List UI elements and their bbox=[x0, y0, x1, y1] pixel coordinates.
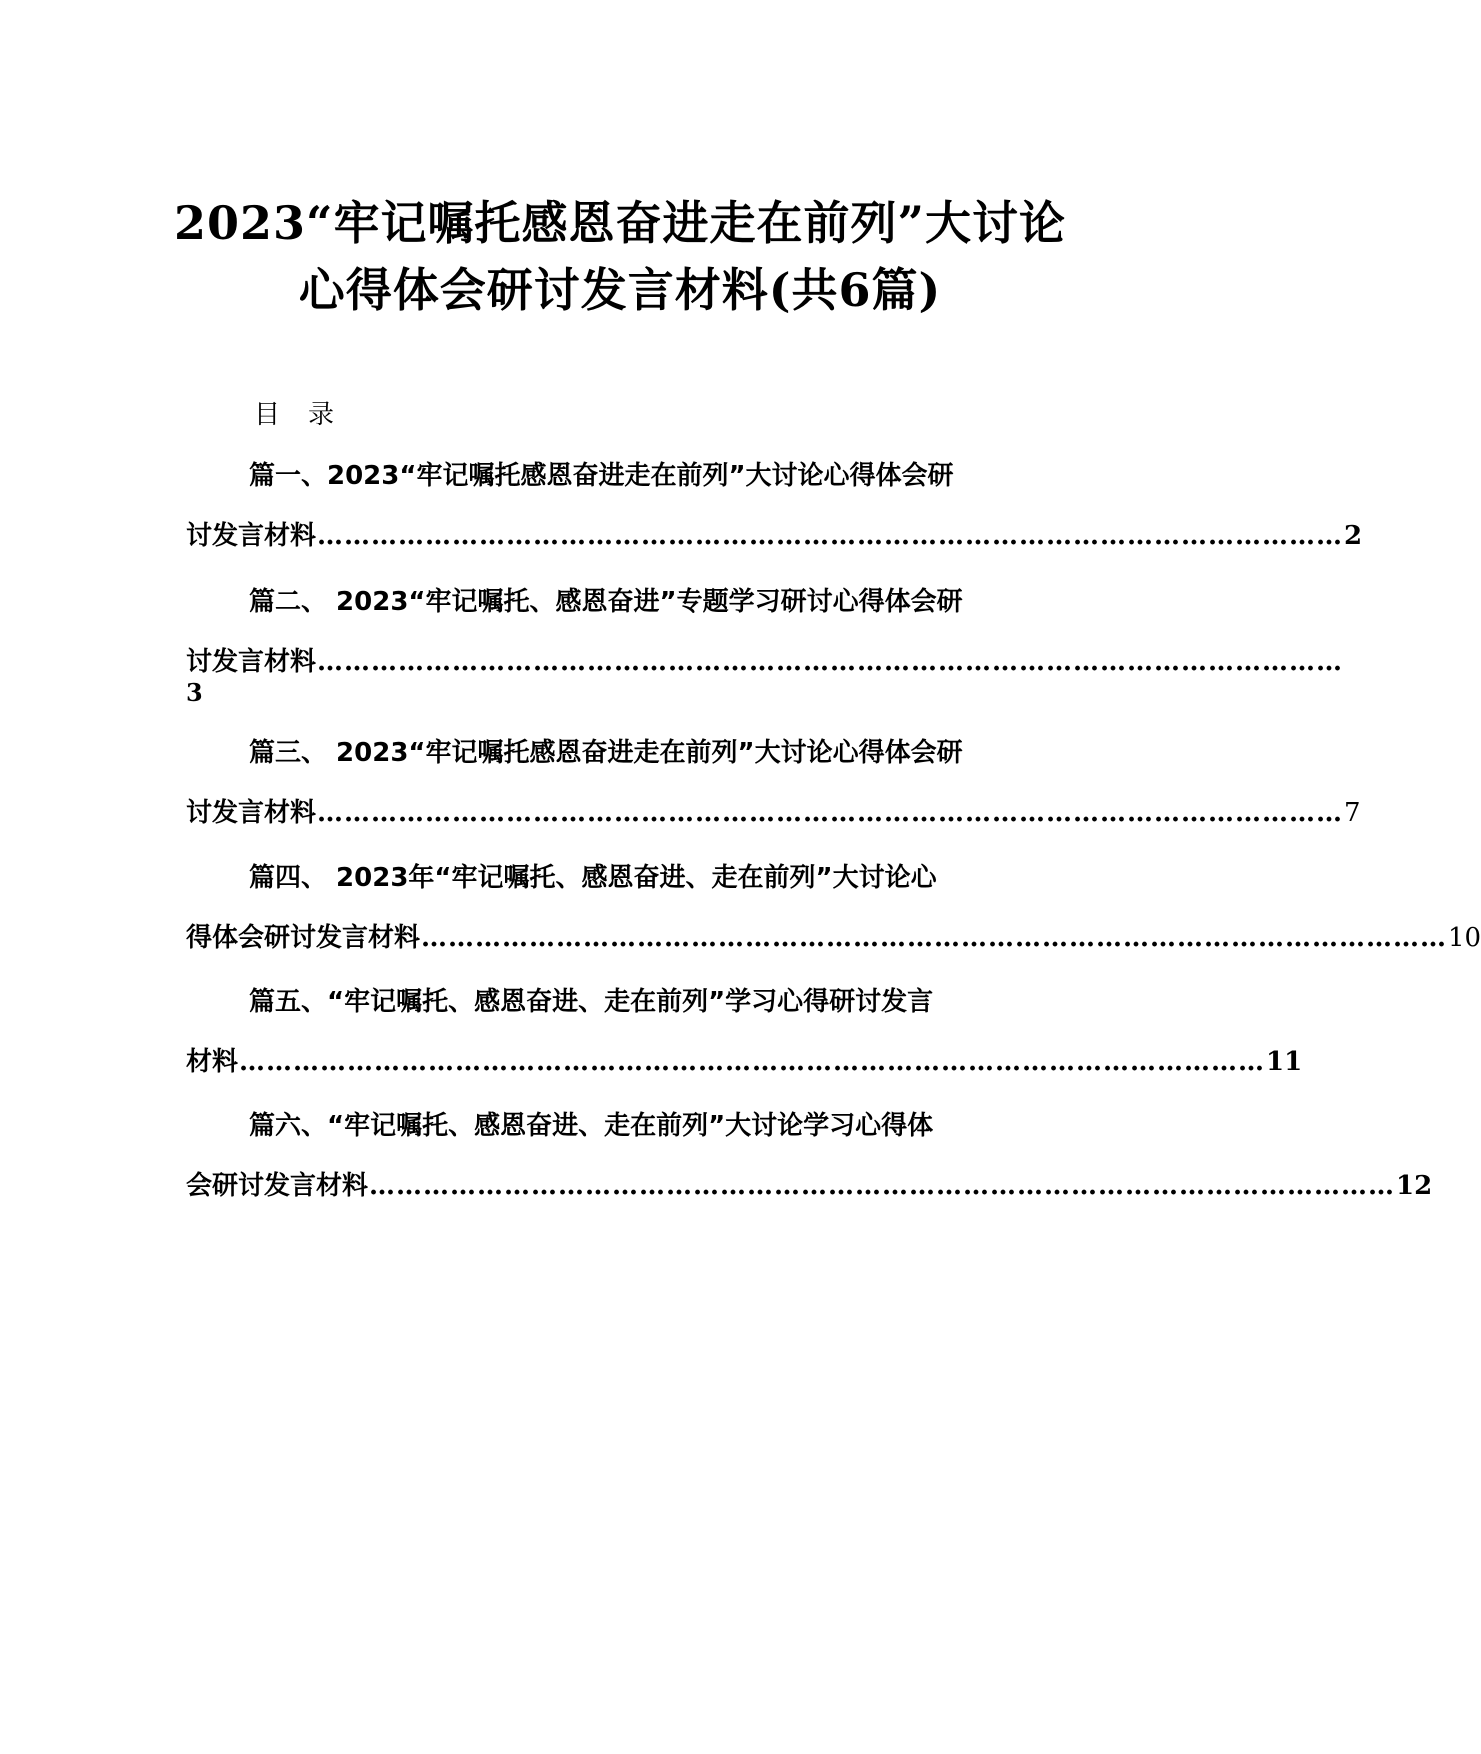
toc-entry-title-continued: 材料 bbox=[186, 1047, 239, 1077]
toc-entry-title: 篇四、 2023年“牢记嘱托、感恩奋进、走在前列”大讨论心 bbox=[249, 863, 937, 893]
toc-page-number: 12 bbox=[1396, 1171, 1433, 1201]
toc-page-number: 7 bbox=[1344, 798, 1361, 828]
toc-entry-title-continued: 得体会研讨发言材料 bbox=[186, 923, 421, 953]
toc-leader-dots: …………………………………………………………………………………………………… bbox=[239, 1047, 1266, 1077]
toc-entry-6[interactable] bbox=[186, 1102, 1433, 1210]
toc-leader-dots: …………………………………………………………………………………………………… bbox=[317, 798, 1344, 828]
toc-leader-dots: …………………………………………………………………………………………………… bbox=[369, 1171, 1396, 1201]
toc-entry-3[interactable] bbox=[186, 729, 1361, 837]
toc-entry-title: 篇一、2023“牢记嘱托感恩奋进走在前列”大讨论心得体会研 bbox=[249, 461, 954, 491]
toc-entry-2[interactable] bbox=[186, 578, 1344, 707]
toc-heading: 目录 bbox=[254, 400, 363, 430]
toc-entry-title: 篇三、 2023“牢记嘱托感恩奋进走在前列”大讨论心得体会研 bbox=[249, 738, 963, 768]
toc-page-number: 2 bbox=[1344, 521, 1363, 551]
toc-entry-title-continued: 讨发言材料 bbox=[186, 798, 317, 828]
toc-entry-title: 篇二、 2023“牢记嘱托、感恩奋进”专题学习研讨心得体会研 bbox=[249, 587, 963, 617]
toc-entry-5[interactable] bbox=[186, 978, 1303, 1086]
toc-entry-title-continued: 会研讨发言材料 bbox=[186, 1171, 369, 1201]
toc-leader-dots: …………………………………………………………………………………………………… bbox=[317, 647, 1344, 677]
document-title-line-1: 2023“牢记嘱托感恩奋进走在前列”大讨论 bbox=[174, 196, 1066, 250]
toc-page-number: 11 bbox=[1266, 1047, 1303, 1077]
toc-page-number: 10 bbox=[1448, 923, 1481, 953]
toc-page-number: 3 bbox=[186, 678, 203, 707]
toc-entry-title-continued: 讨发言材料 bbox=[186, 647, 317, 677]
toc-leader-dots: …………………………………………………………………………………………………… bbox=[317, 521, 1344, 551]
document-title-line-2: 心得体会研讨发言材料(共6篇) bbox=[298, 263, 942, 317]
toc-leader-dots: …………………………………………………………………………………………………… bbox=[421, 923, 1448, 953]
toc-entry-1[interactable] bbox=[186, 452, 1363, 560]
toc-entry-title-continued: 讨发言材料 bbox=[186, 521, 317, 551]
toc-entry-title: 篇五、“牢记嘱托、感恩奋进、走在前列”学习心得研讨发言 bbox=[249, 987, 934, 1017]
toc-entry-title: 篇六、“牢记嘱托、感恩奋进、走在前列”大讨论学习心得体 bbox=[249, 1111, 934, 1141]
toc-entry-4[interactable] bbox=[186, 854, 1481, 962]
